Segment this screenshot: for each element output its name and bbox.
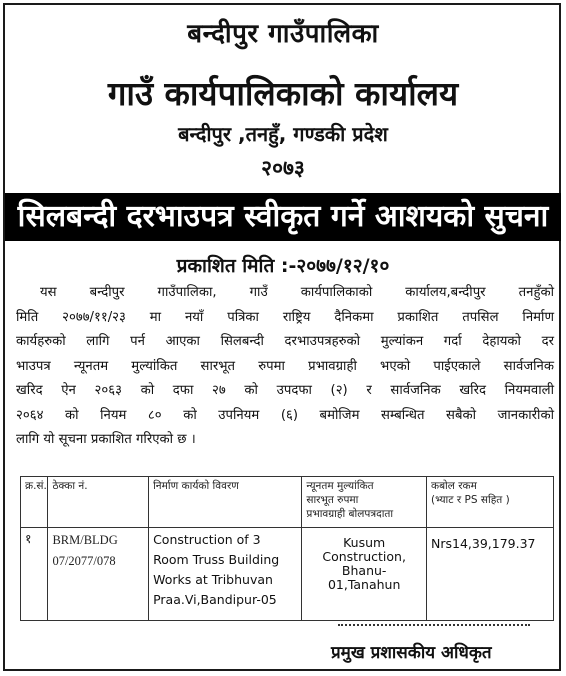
header-bidder-line: प्रभावग्राही बोलपत्रदाता	[306, 508, 394, 520]
header-amount-line: कबोल रकम	[431, 480, 477, 492]
signatory-title: प्रमुख प्रशासकीय अधिकृत	[331, 643, 492, 663]
bidder-line: 01,Tanahun	[327, 577, 401, 592]
header-sn: क्र.सं.	[21, 477, 48, 528]
header-contract-no: ठेक्का नं.	[48, 477, 149, 528]
bidder-line: Bhanu-	[341, 563, 387, 578]
header-amount	[427, 477, 554, 528]
contract-line: BRM/BLDG	[52, 533, 118, 547]
body-line: लागि यो सूचना प्रकाशित गरिएको छ ।	[16, 432, 196, 447]
header-bidder	[302, 477, 427, 528]
body-line: भाउपत्र न्यूनतम मुल्यांकित सारभूत रुपमा प्रभावग्राही भएको पाईएकाले सार्वजनिक	[16, 358, 554, 374]
desc-line: Construction of 3	[153, 532, 261, 547]
contract-line: 07/2077/078	[52, 554, 116, 568]
body-line: मिति २०७७/११/२३ मा नयाँ पत्रिका राष्ट्रिय दैनिकमा प्रकाशित तपसिल निर्माण	[16, 309, 554, 325]
cell-bidder	[302, 528, 427, 621]
header-bidder-line: न्यूनतम मुल्यांकित	[306, 480, 374, 492]
desc-line: Praa.Vi,Bandipur-05	[153, 592, 277, 607]
bidder-line: Kusum	[343, 535, 386, 550]
cell-amount: Nrs14,39,179.37	[427, 528, 554, 621]
office-name: गाउँ कार्यपालिकाको कार्यालय	[107, 74, 459, 113]
cell-description	[149, 528, 302, 621]
desc-line: Works at Tribhuvan	[153, 572, 273, 587]
body-line: खरिद ऐन २०६३ को दफा २७ को उपदफा (२) र सार्वजनिक खरिद नियमवाली	[16, 383, 554, 398]
bidder-line: Construction,	[322, 549, 406, 564]
desc-line: Room Truss Building	[153, 552, 280, 567]
header-bidder-line: सारभूत रुपमा	[306, 494, 359, 506]
signature-dotted-line	[338, 624, 530, 626]
table-header-row	[21, 477, 554, 528]
body-line: यस बन्दीपुर गाउँपालिका, गाउँ कार्यपालिकाको कार्यालय,बन्दीपुर तनहुँको	[40, 285, 554, 300]
cell-sn: १	[21, 528, 48, 621]
header-description: निर्माण कार्यको विवरण	[149, 477, 302, 528]
notice-body	[16, 281, 554, 453]
published-date: प्रकाशित मिति :-२०७७/१२/१०	[176, 255, 390, 277]
municipality-name: बन्दीपुर गाउँपालिका	[187, 19, 379, 49]
bid-table	[20, 476, 554, 621]
body-line: कार्यहरुको लागि पर्न आएका सिलबन्दी दरभाउपत्रहरुको मुल्यांकन गर्दा देहायको दर	[16, 334, 554, 349]
notice-title-banner: सिलबन्दी दरभाउपत्र स्वीकृत गर्ने आशयको सुचना	[5, 193, 561, 241]
header-amount-line: (भ्याट र PS सहित )	[431, 494, 510, 506]
body-line: २०६४ को नियम ८० को उपनियम (६) बमोजिम सम्बन्धित सबैको जानकारीको	[16, 407, 554, 423]
cell-contract-no	[48, 528, 149, 621]
table-row	[21, 528, 554, 621]
office-address: बन्दीपुर ,तनहुँ, गण्डकी प्रदेश	[178, 122, 388, 146]
fiscal-year: २०७३	[261, 156, 305, 180]
